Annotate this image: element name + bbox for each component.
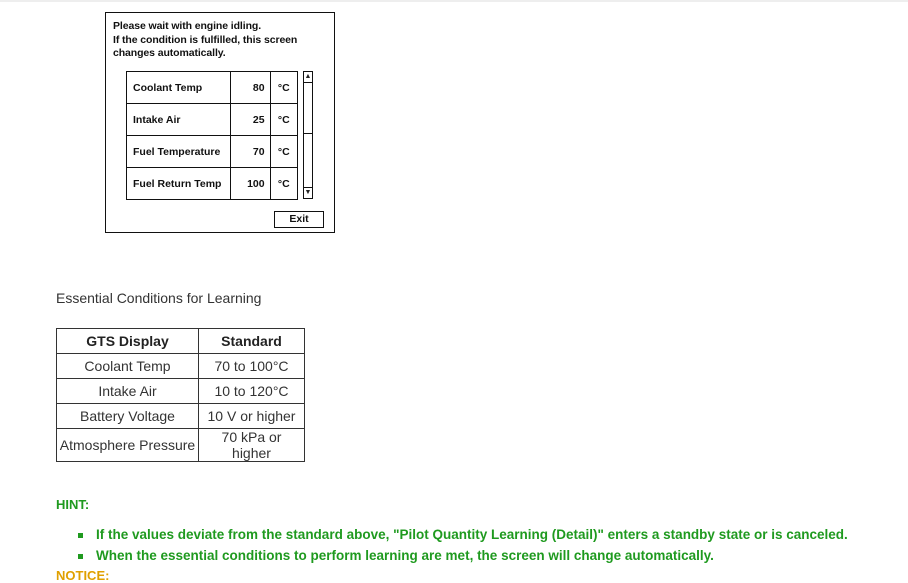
table-cell: Coolant Temp (57, 354, 199, 379)
gts-message (113, 20, 328, 61)
gts-row-unit: °C (270, 136, 297, 168)
hint-text: When the essential conditions to perform learning are met, the screen will change automatically. (96, 547, 714, 563)
bullet-icon (78, 533, 83, 538)
notice-title: NOTICE: (56, 568, 110, 583)
gts-row-unit: °C (270, 72, 297, 104)
gts-row (127, 168, 298, 200)
gts-scrollbar[interactable] (303, 71, 313, 199)
scroll-up-arrow-icon[interactable]: ▲ (304, 72, 312, 83)
scroll-down-arrow-icon[interactable]: ▼ (304, 189, 312, 196)
gts-row-name: Coolant Temp (127, 72, 231, 104)
bullet-icon (78, 554, 83, 559)
table-row (57, 354, 305, 379)
gts-row-name: Intake Air (127, 104, 231, 136)
table-row (57, 404, 305, 429)
column-header: Standard (199, 329, 305, 354)
gts-row-value: 100 (230, 168, 270, 200)
gts-row-name: Fuel Return Temp (127, 168, 231, 200)
gts-screen-illustration (105, 12, 335, 233)
gts-row (127, 136, 298, 168)
scroll-thumb[interactable] (304, 82, 312, 134)
list-item (78, 546, 848, 567)
hint-title: HINT: (56, 497, 90, 512)
list-item (78, 525, 848, 546)
hint-list (78, 525, 848, 566)
gts-data-list (126, 71, 298, 200)
table-row (57, 429, 305, 462)
table-header-row (57, 329, 305, 354)
table-cell: Intake Air (57, 379, 199, 404)
exit-button[interactable]: Exit (274, 211, 324, 228)
gts-message-line: changes automatically. (113, 47, 226, 59)
table-cell: Atmosphere Pressure (57, 429, 199, 462)
section-title: Essential Conditions for Learning (56, 290, 262, 306)
gts-row (127, 104, 298, 136)
gts-row-name: Fuel Temperature (127, 136, 231, 168)
table-cell: Battery Voltage (57, 404, 199, 429)
table-cell: 70 kPa or higher (199, 429, 305, 462)
table-cell: 70 to 100°C (199, 354, 305, 379)
gts-row-unit: °C (270, 168, 297, 200)
column-header: GTS Display (57, 329, 199, 354)
table-cell: 10 to 120°C (199, 379, 305, 404)
gts-message-line: Please wait with engine idling. (113, 20, 262, 32)
conditions-table (56, 328, 305, 462)
gts-row-value: 25 (230, 104, 270, 136)
table-row (57, 379, 305, 404)
top-divider (0, 0, 908, 2)
gts-row-value: 70 (230, 136, 270, 168)
table-cell: 10 V or higher (199, 404, 305, 429)
gts-row-unit: °C (270, 104, 297, 136)
gts-row (127, 72, 298, 104)
hint-text: If the values deviate from the standard above, "Pilot Quantity Learning (Detail)" enters a standby state or is canceled. (96, 527, 848, 542)
gts-message-line: If the condition is fulfilled, this screen (113, 33, 298, 46)
gts-row-value: 80 (230, 72, 270, 104)
